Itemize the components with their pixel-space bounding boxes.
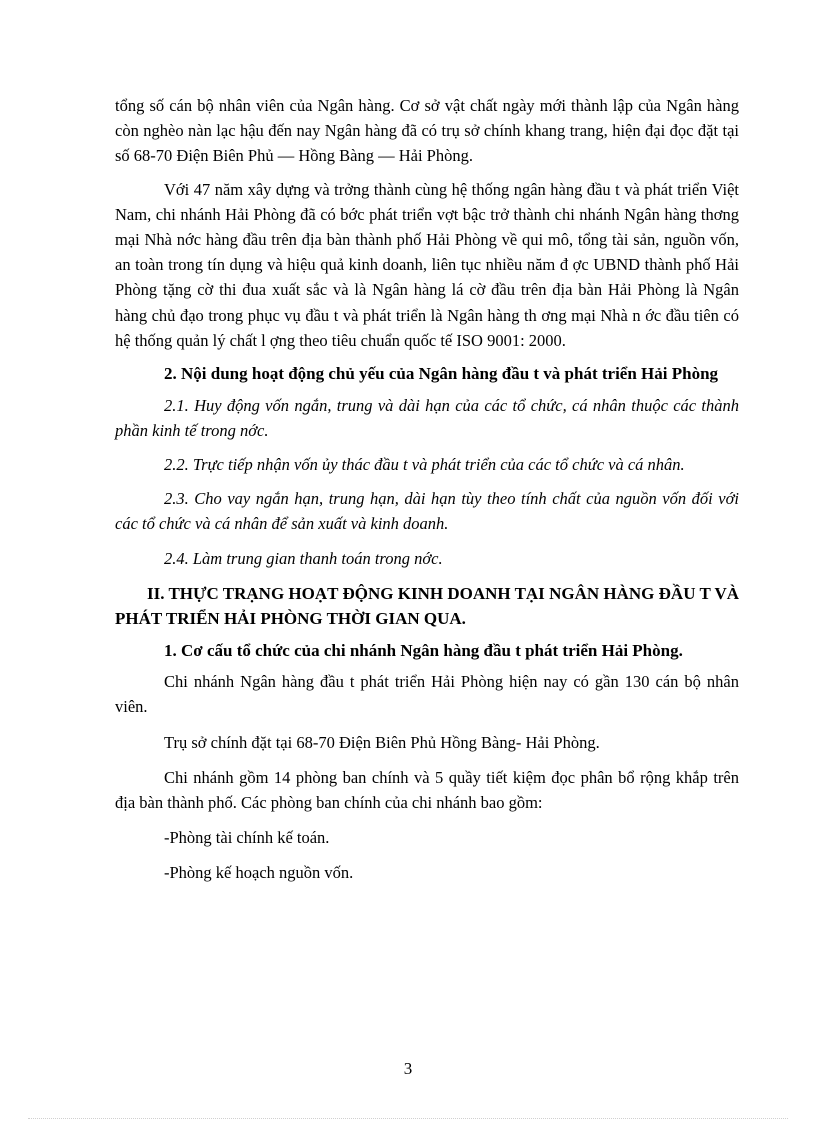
paragraph-staff-facilities: tổng số cán bộ nhân viên của Ngân hàng. Cơ sở vật chất ngày mới thành lập của Ngân hàng còn nghèo nàn lạc hậu đến nay Ngân hàng đã có trụ sở chính khang trang, hiện đại đọc đặt tại số 68-70 Điện Biên Phủ — Hồng Bàng — Hải Phòng.: [115, 96, 739, 166]
department-item-planning: -Phòng kế hoạch nguồn vốn.: [164, 863, 354, 883]
activity-item-2: 2.2. Trực tiếp nhận vốn ủy thác đầu t và phát triển của các tổ chức và cá nhân.: [164, 454, 685, 474]
paragraph-headquarters: Trụ sở chính đặt tại 68-70 Điện Biên Phủ Hồng Bàng- Hải Phòng.: [164, 732, 600, 752]
activity-item-4: 2.4. Làm trung gian thanh toán trong nớc.: [164, 548, 443, 568]
page-bottom-divider: [28, 1118, 788, 1119]
section-heading-current-state: II. THỰC TRẠNG HOẠT ĐỘNG KINH DOANH TẠI NGÂN HÀNG ĐẦU T VÀ PHÁT TRIỂN HẢI PHÒNG THỜI GIAN QUA.: [115, 583, 739, 629]
heading-org-structure: 1. Cơ cấu tổ chức của chi nhánh Ngân hàng đầu t phát triển Hải Phòng.: [164, 640, 683, 660]
page-content: [115, 93, 739, 896]
activity-item-3: 2.3. Cho vay ngắn hạn, trung hạn, dài hạn tùy theo tính chất của nguồn vốn đối với các tổ chức và cá nhân để sản xuất và kinh doanh.: [115, 489, 739, 534]
department-item-finance: -Phòng tài chính kế toán.: [164, 828, 330, 848]
paragraph-staff-count: Chi nhánh Ngân hàng đầu t phát triển Hải Phòng hiện nay có gần 130 cán bộ nhân viên.: [115, 672, 739, 717]
paragraph-history: Với 47 năm xây dựng và trởng thành cùng hệ thống ngân hàng đầu t và phát triển Việt Nam, chi nhánh Hải Phòng đã có bớc phát triển vợt bậc trở thành chi nhánh Ngân hàng thơng mại Nhà nớc hàng đầu trên địa bàn thành phố Hải Phòng về qui mô, tổng tài sản, nguồn vốn, an toàn trong tín dụng và hiệu quả kinh doanh, liên tục nhiều năm đ ợc UBND thành phố Hải Phòng tặng cờ thi đua xuất sắc và là Ngân hàng lá cờ đầu trên địa bàn Hải Phòng là Ngân hàng chủ đạo trong phục vụ đầu t và phát triển là Ngân hàng th ơng mại Nhà n ớc đầu tiên có hệ thống quản lý chất l ợng theo tiêu chuẩn quốc tế ISO 9001: 2000.: [115, 179, 739, 350]
page-number: 3: [403, 1059, 413, 1078]
heading-main-activities: 2. Nội dung hoạt động chủ yếu của Ngân hàng đầu t và phát triển Hải Phòng: [164, 364, 719, 384]
paragraph-departments: Chi nhánh gồm 14 phòng ban chính và 5 quầy tiết kiệm đọc phân bổ rộng khắp trên địa bàn thành phố. Các phòng ban chính của chi nhánh bao gồm:: [115, 767, 739, 813]
activity-item-1: 2.1. Huy động vốn ngắn, trung và dài hạn của các tổ chức, cá nhân thuộc các thành phần kinh tế trong nớc.: [115, 395, 739, 440]
